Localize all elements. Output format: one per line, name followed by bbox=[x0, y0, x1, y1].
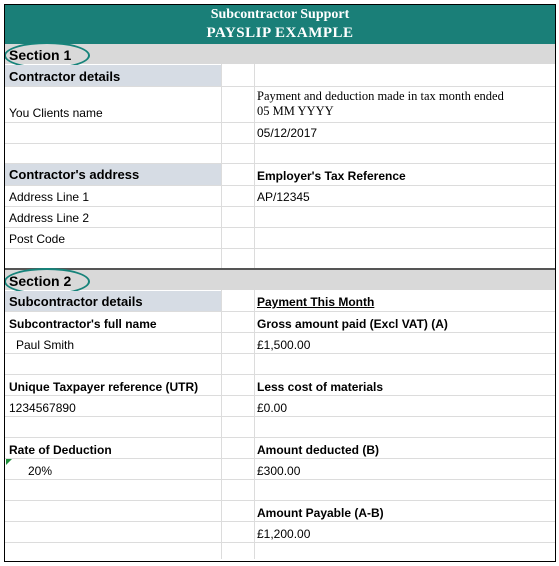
employer-ref-heading: Employer's Tax Reference bbox=[257, 169, 406, 183]
full-name-value: Paul Smith bbox=[16, 338, 75, 352]
grid-hline bbox=[5, 122, 555, 123]
grid-hline bbox=[5, 332, 555, 333]
employer-ref-value: AP/12345 bbox=[257, 190, 310, 204]
grid-vline bbox=[254, 64, 255, 269]
subcontractor-details-heading: Subcontractor details bbox=[9, 294, 143, 309]
payment-date: 05/12/2017 bbox=[257, 126, 318, 140]
grid-hline bbox=[5, 542, 555, 543]
grid-hline bbox=[5, 206, 555, 207]
utr-label: Unique Taxpayer reference (UTR) bbox=[9, 380, 199, 394]
contractor-details-heading: Contractor details bbox=[9, 69, 121, 84]
client-name: You Clients name bbox=[9, 106, 103, 120]
deduction-rate-label: Rate of Deduction bbox=[9, 443, 112, 457]
payslip-header bbox=[5, 5, 555, 44]
grid-hline bbox=[5, 311, 555, 312]
grid-vline bbox=[221, 289, 222, 559]
header-title: Subcontractor Support bbox=[210, 7, 350, 22]
amount-payable-label: Amount Payable (A-B) bbox=[257, 506, 384, 520]
grid-hline bbox=[5, 185, 555, 186]
grid-hline bbox=[5, 143, 555, 144]
cell-comment-marker-icon bbox=[6, 459, 12, 465]
payslip-sheet bbox=[4, 4, 556, 562]
payment-this-month-heading: Payment This Month bbox=[257, 295, 375, 309]
amount-deducted-label: Amount deducted (B) bbox=[257, 443, 379, 457]
amount-payable-value: £1,200.00 bbox=[257, 527, 311, 541]
amount-deducted-value: £300.00 bbox=[257, 464, 301, 478]
address-line-1: Address Line 1 bbox=[9, 190, 90, 204]
address-line-2: Address Line 2 bbox=[9, 211, 90, 225]
grid-vline bbox=[254, 289, 255, 559]
grid-hline bbox=[5, 500, 555, 501]
grid-vline bbox=[221, 64, 222, 269]
section2-label: Section 2 bbox=[9, 273, 72, 289]
grid-hline bbox=[5, 395, 555, 396]
grid-hline bbox=[5, 374, 555, 375]
utr-value: 1234567890 bbox=[9, 401, 76, 415]
deduction-rate-value: 20% bbox=[28, 464, 53, 478]
gross-amount-value: £1,500.00 bbox=[257, 338, 311, 352]
grid-hline bbox=[5, 521, 555, 522]
grid-hline bbox=[5, 227, 555, 228]
grid-hline bbox=[5, 458, 555, 459]
grid-hline bbox=[5, 437, 555, 438]
payment-note-line2: 05 MM YYYY bbox=[257, 104, 334, 118]
contractor-address-heading: Contractor's address bbox=[9, 167, 140, 182]
materials-value: £0.00 bbox=[257, 401, 288, 415]
grid-hline bbox=[5, 86, 555, 87]
address-postcode: Post Code bbox=[9, 232, 66, 246]
full-name-label: Subcontractor's full name bbox=[9, 317, 157, 331]
section1-label: Section 1 bbox=[9, 47, 72, 63]
grid-hline bbox=[5, 248, 555, 249]
gross-amount-label: Gross amount paid (Excl VAT) (A) bbox=[257, 317, 448, 331]
header-subtitle: PAYSLIP EXAMPLE bbox=[206, 25, 354, 41]
materials-label: Less cost of materials bbox=[257, 380, 384, 394]
grid-hline bbox=[5, 353, 555, 354]
grid-hline bbox=[5, 479, 555, 480]
grid-hline bbox=[5, 416, 555, 417]
payment-note-line1: Payment and deduction made in tax month ended bbox=[257, 89, 504, 103]
